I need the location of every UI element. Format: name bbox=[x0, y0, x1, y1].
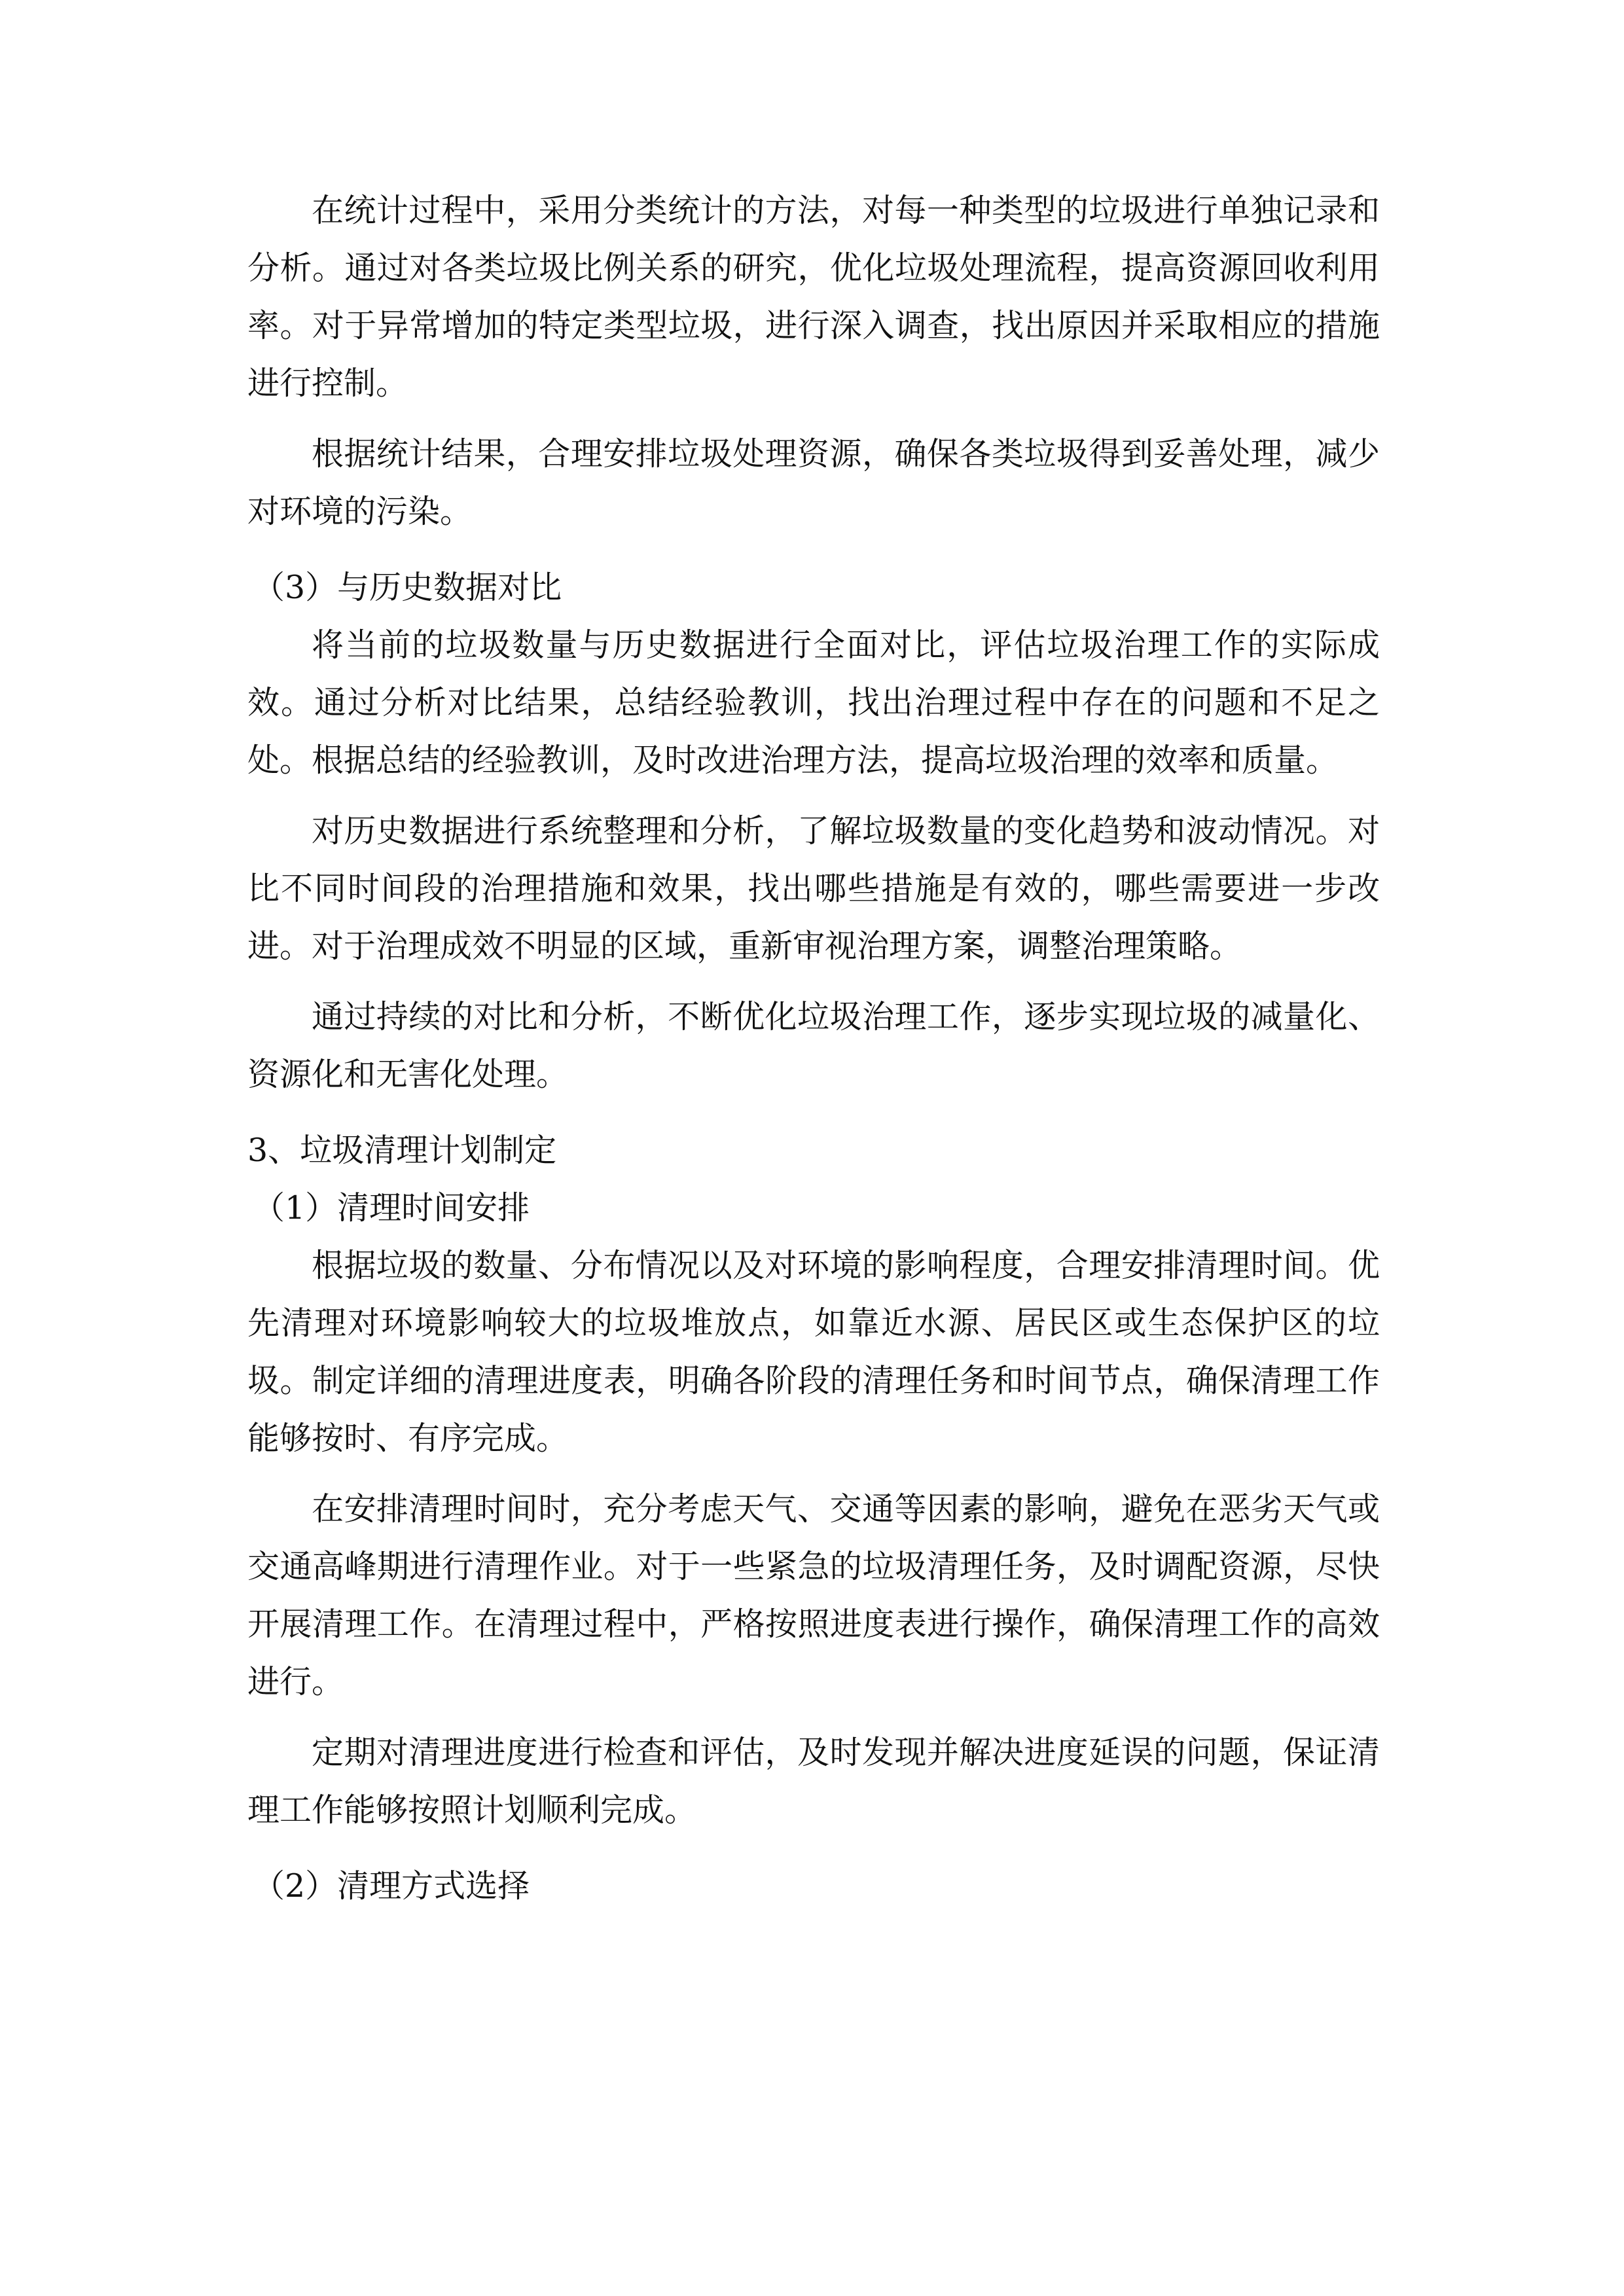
sub-heading-history-comparison: （3）与历史数据对比 bbox=[253, 569, 562, 606]
sub-heading-cleanup-schedule: （1）清理时间安排 bbox=[253, 1189, 530, 1227]
paragraph-cleanup-weather-traffic: 在安排清理时间时，充分考虑天气、交通等因素的影响，避免在恶劣天气或交通高峰期进行清理作业。对于一些紧急的垃圾清理任务，及时调配资源，尽快开展清理工作。在清理过程中，严格按照进度表进行操作，确保清理工作的高效进行。 bbox=[247, 1490, 1380, 1700]
paragraph-history-data-analysis: 对历史数据进行系统整理和分析，了解垃圾数量的变化趋势和波动情况。对比不同时间段的治理措施和效果，找出哪些措施是有效的，哪些需要进一步改进。对于治理成效不明显的区域，重新审视治理方案，调整治理策略。 bbox=[247, 812, 1380, 965]
section-heading-cleanup-plan: 3、垃圾清理计划制定 bbox=[247, 1132, 557, 1169]
sub-heading-cleanup-method: （2）清理方式选择 bbox=[253, 1867, 530, 1905]
paragraph-cleanup-progress-check: 定期对清理进度进行检查和评估，及时发现并解决进度延误的问题，保证清理工作能够按照计划顺利完成。 bbox=[247, 1734, 1380, 1829]
paragraph-continuous-optimization: 通过持续的对比和分析，不断优化垃圾治理工作，逐步实现垃圾的减量化、资源化和无害化处理。 bbox=[247, 998, 1380, 1093]
paragraph-statistics-result: 根据统计结果，合理安排垃圾处理资源，确保各类垃圾得到妥善处理，减少对环境的污染。 bbox=[247, 435, 1380, 530]
page-body bbox=[247, 182, 1380, 1915]
paragraph-cleanup-time-priority: 根据垃圾的数量、分布情况以及对环境的影响程度，合理安排清理时间。优先清理对环境影响较大的垃圾堆放点，如靠近水源、居民区或生态保护区的垃圾。制定详细的清理进度表，明确各阶段的清理任务和时间节点，确保清理工作能够按时、有序完成。 bbox=[247, 1247, 1380, 1457]
paragraph-statistics-method: 在统计过程中，采用分类统计的方法，对每一种类型的垃圾进行单独记录和分析。通过对各类垃圾比例关系的研究，优化垃圾处理流程，提高资源回收利用率。对于异常增加的特定类型垃圾，进行深入调查，找出原因并采取相应的措施进行控制。 bbox=[247, 192, 1380, 402]
paragraph-history-compare-effect: 将当前的垃圾数量与历史数据进行全面对比，评估垃圾治理工作的实际成效。通过分析对比结果，总结经验教训，找出治理过程中存在的问题和不足之处。根据总结的经验教训，及时改进治理方法，提高垃圾治理的效率和质量。 bbox=[247, 626, 1380, 779]
